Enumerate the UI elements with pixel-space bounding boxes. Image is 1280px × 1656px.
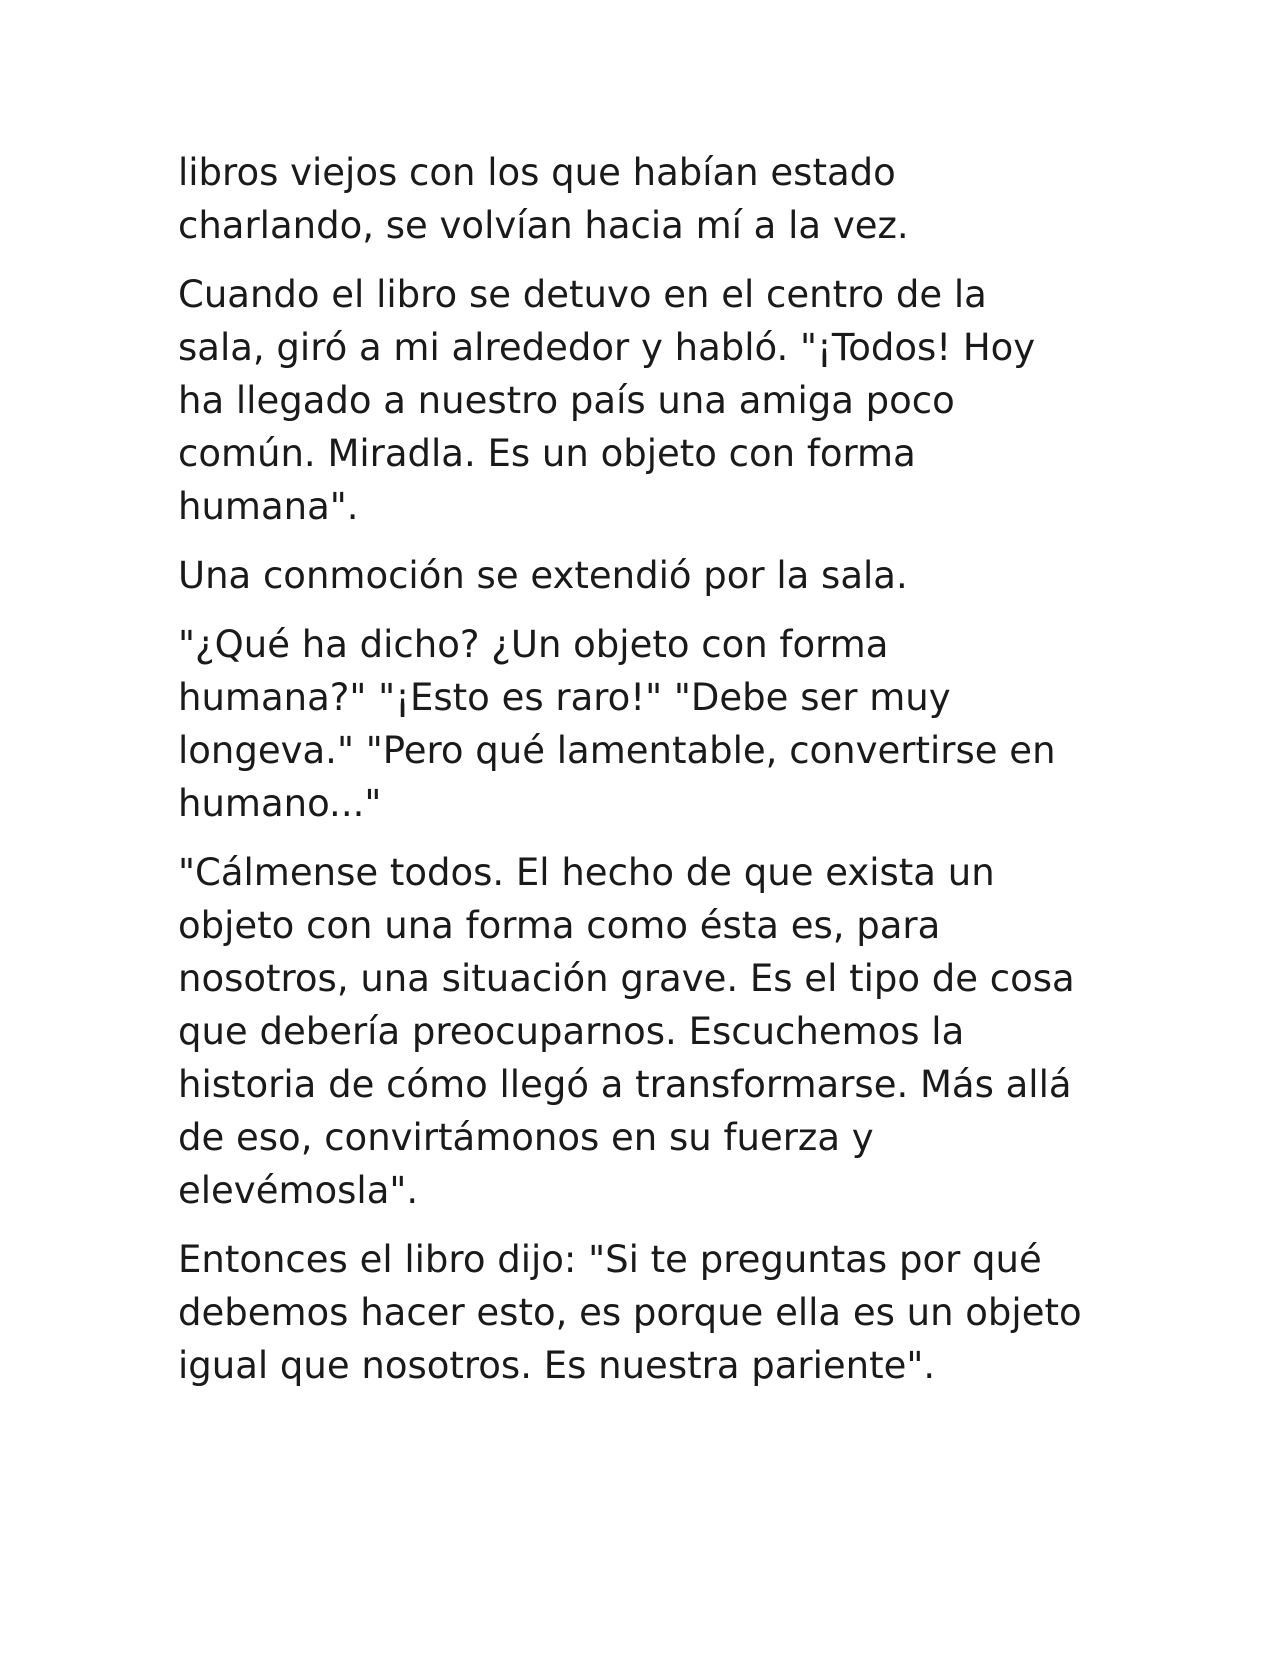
text-line: "¿Qué ha dicho? ¿Un objeto con forma — [178, 623, 889, 666]
paragraph-1 — [178, 146, 1108, 252]
text-line: Entonces el libro dijo: "Si te preguntas por qué — [178, 1238, 1042, 1281]
text-line: humano..." — [178, 782, 382, 825]
text-line: "Cálmense todos. El hecho de que exista un — [178, 851, 995, 894]
text-line: debemos hacer esto, es porque ella es un objeto — [178, 1291, 1082, 1334]
text-line: que debería preocuparnos. Escuchemos la — [178, 1010, 965, 1053]
text-line: historia de cómo llegó a transformarse. Más allá — [178, 1063, 1072, 1106]
document-page — [178, 146, 1108, 1408]
text-line: elevémosla". — [178, 1169, 419, 1212]
paragraph-3 — [178, 549, 1108, 602]
text-line: nosotros, una situación grave. Es el tipo de cosa — [178, 957, 1075, 1000]
paragraph-5 — [178, 846, 1108, 1217]
text-line: objeto con una forma como ésta es, para — [178, 904, 941, 947]
text-line: común. Miradla. Es un objeto con forma — [178, 432, 916, 475]
text-line: de eso, convirtámonos en su fuerza y — [178, 1116, 874, 1159]
text-line: humana?" "¡Esto es raro!" "Debe ser muy — [178, 676, 951, 719]
paragraph-4 — [178, 618, 1108, 830]
text-line: igual que nosotros. Es nuestra pariente". — [178, 1344, 936, 1387]
paragraph-6 — [178, 1233, 1108, 1392]
text-line: sala, giró a mi alrededor y habló. "¡Todos! Hoy — [178, 326, 1036, 369]
text-line: ha llegado a nuestro país una amiga poco — [178, 379, 955, 422]
text-line: humana". — [178, 485, 359, 528]
text-line: charlando, se volvían hacia mí a la vez. — [178, 204, 909, 247]
text-line: Cuando el libro se detuvo en el centro de la — [178, 273, 987, 316]
paragraph-2 — [178, 268, 1108, 533]
text-line: Una conmoción se extendió por la sala. — [178, 554, 908, 597]
text-line: libros viejos con los que habían estado — [178, 151, 896, 194]
text-line: longeva." "Pero qué lamentable, convertirse en — [178, 729, 1056, 772]
